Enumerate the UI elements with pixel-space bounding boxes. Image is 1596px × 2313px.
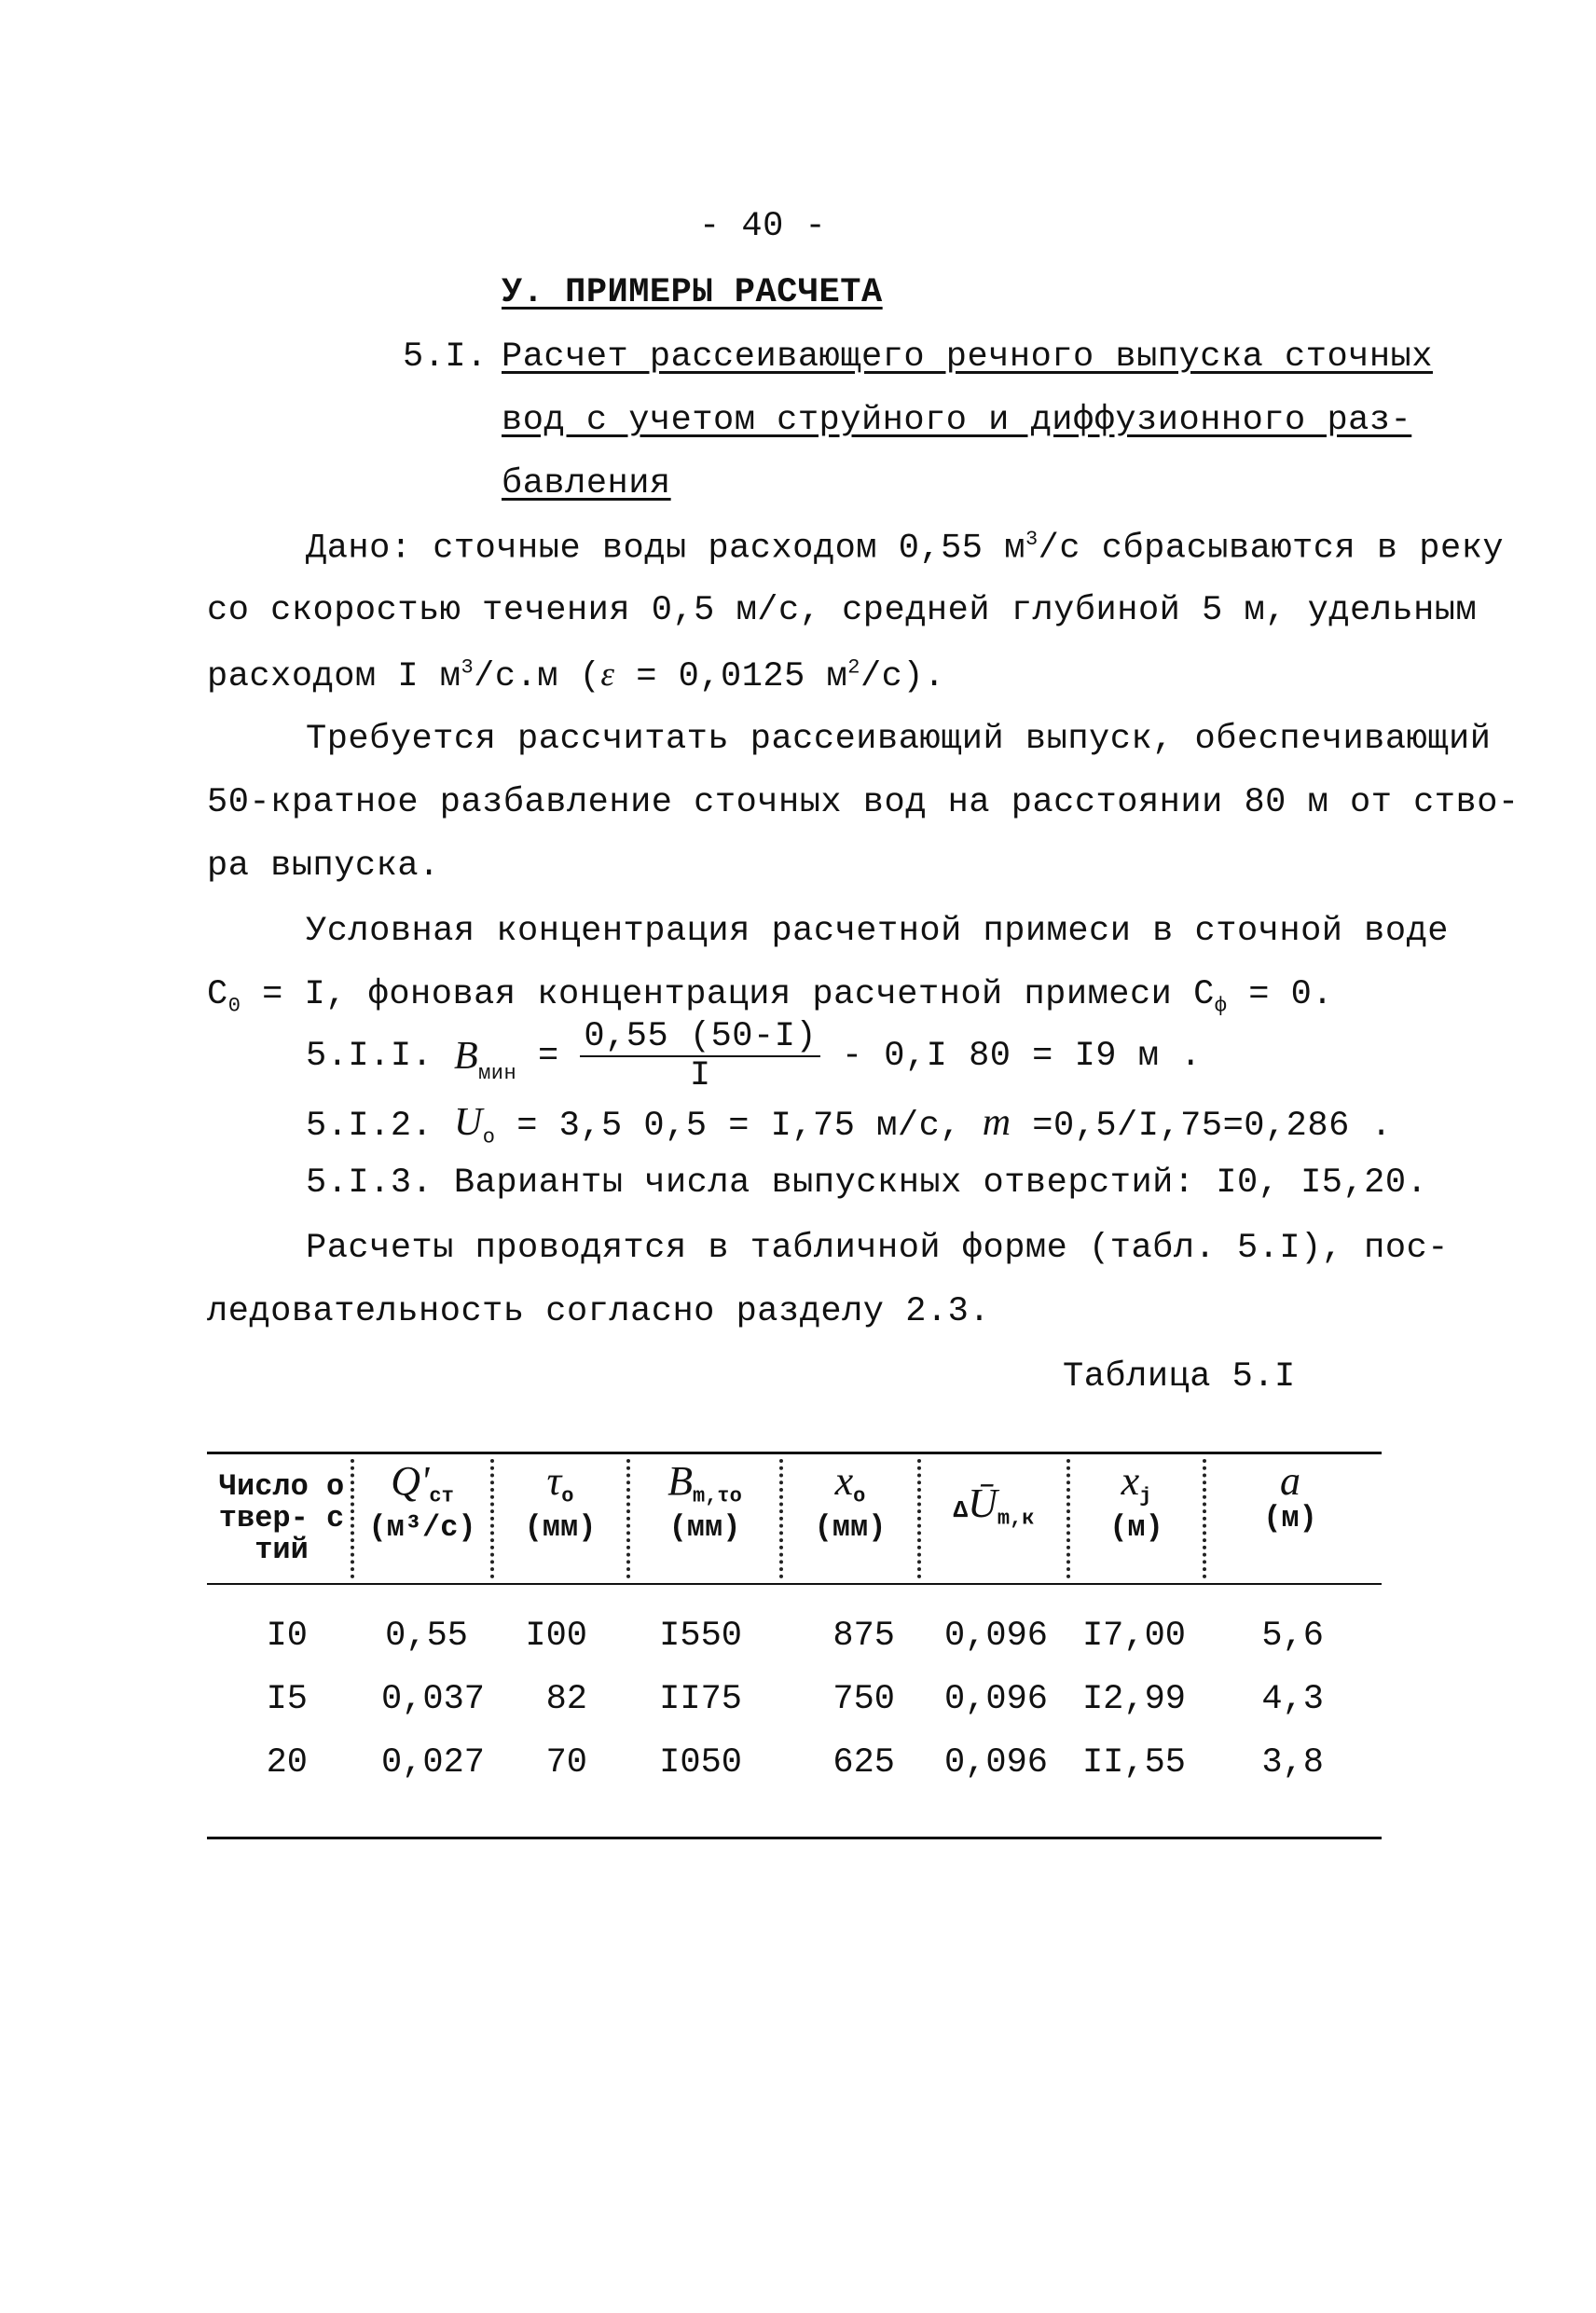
step-1-rest: - 0,I 80 = I9 м .: [841, 1037, 1202, 1076]
step-1-eq: =: [537, 1037, 559, 1076]
header-a-unit: (м): [1263, 1501, 1317, 1535]
given-sup-3: 3: [461, 655, 475, 680]
table-caption: Таблица 5.I: [1063, 1357, 1296, 1397]
header-x0-sub: o: [853, 1484, 866, 1508]
header-xj-sub: j: [1139, 1484, 1152, 1508]
header-b-sub: m,τo: [693, 1484, 742, 1508]
given-text-3c: = 0,0125 м: [614, 657, 848, 696]
conc-c0: С: [207, 975, 228, 1014]
table-top-rule: [207, 1452, 1382, 1454]
header-flow-sub: ст: [429, 1484, 454, 1508]
cell-a: 5,6: [1261, 1617, 1324, 1656]
cell-du: 0,096: [943, 1743, 1048, 1783]
cell-tau: 70: [545, 1743, 587, 1783]
step-1-fraction: [580, 1018, 820, 1095]
calc-note-line-1: Расчеты проводятся в табличной форме (табл. 5.I), пос-: [306, 1229, 1449, 1268]
epsilon-symbol: ε: [600, 655, 615, 694]
fraction-denominator: I: [689, 1056, 711, 1095]
section-number: 5.I.: [403, 337, 488, 377]
header-b-unit: (мм): [668, 1510, 741, 1546]
b-min-symbol: B: [453, 1035, 479, 1078]
given-text-3b: /с.м (: [474, 657, 601, 696]
requirement-line-1: Требуется рассчитать рассеивающий выпуск, обеспечивающий: [306, 720, 1492, 759]
given-text-1b: /с сбрасываются в реку: [1038, 529, 1505, 569]
requirement-line-2: 50-кратное разбавление сточных вод на расстоянии 80 м от ство-: [207, 783, 1520, 822]
section-title-line-2: вод с учетом струйного и диффузионного раз-: [502, 401, 1412, 440]
concentration-line-2: [207, 975, 1333, 1017]
header-x0: [783, 1458, 917, 1546]
header-tau-sub: o: [561, 1484, 574, 1508]
header-du: [921, 1480, 1066, 1535]
cell-flow: 0,55: [385, 1617, 468, 1656]
given-text-3d: /с).: [860, 657, 945, 696]
header-flow-symbol: Q': [391, 1458, 430, 1504]
cell-x0: 750: [832, 1680, 895, 1719]
cell-x0: 625: [832, 1743, 895, 1783]
step-2-eq: = 3,5 0,5 = I,75 м/с,: [495, 1107, 983, 1146]
cell-tau: I00: [525, 1617, 587, 1656]
header-a: [1206, 1458, 1374, 1535]
page-number: - 40 -: [699, 207, 827, 246]
step-5-1-1: [306, 1018, 1202, 1095]
header-a-symbol: a: [1280, 1458, 1300, 1504]
step-2-rest: =0,5/I,75=0,286 .: [1011, 1107, 1393, 1146]
table-header-rule: [207, 1583, 1382, 1585]
cell-du: 0,096: [943, 1617, 1048, 1656]
m-symbol: m: [982, 1101, 1011, 1144]
header-tau-symbol: τ: [546, 1458, 562, 1504]
step-5-1-2: [306, 1100, 1392, 1149]
section-title-line-1: Расчет рассеивающего речного выпуска сточных: [502, 337, 1433, 377]
table-bottom-rule: [207, 1837, 1382, 1839]
given-line-3: [207, 654, 945, 696]
header-flow: [354, 1458, 490, 1546]
header-x0-symbol: x: [834, 1458, 854, 1504]
cell-a: 4,3: [1261, 1680, 1324, 1719]
conc-text-b: = I, фоновая концентрация расчетной примеси С: [241, 975, 1215, 1014]
header-xj-symbol: x: [1121, 1458, 1140, 1504]
header-holes: Число отвер- стий: [218, 1469, 345, 1567]
cell-x0: 875: [832, 1617, 895, 1656]
given-line-1: [306, 528, 1504, 568]
header-xj: [1070, 1458, 1203, 1546]
chapter-title: [502, 273, 883, 312]
cell-flow: 0,037: [380, 1680, 485, 1719]
header-b-symbol: B: [667, 1458, 694, 1504]
cell-xj: I2,99: [1081, 1680, 1186, 1719]
step-2-number: 5.I.2.: [306, 1107, 433, 1146]
cell-holes: 20: [266, 1743, 308, 1783]
conc-sub-f: ф: [1214, 994, 1228, 1018]
step-5-1-3: 5.I.3. Варианты числа выпускных отверстий: I0, I5,20.: [306, 1163, 1428, 1203]
fraction-numerator: 0,55 (50-I): [580, 1018, 820, 1057]
chapter-title-text: У. ПРИМЕРЫ РАСЧЕТА: [502, 273, 883, 312]
requirement-line-3: ра выпуска.: [207, 847, 440, 886]
u-zero-sub: o: [482, 1125, 496, 1150]
cell-du: 0,096: [943, 1680, 1048, 1719]
concentration-line-1: Условная концентрация расчетной примеси в сточной воде: [306, 912, 1449, 951]
given-text-1a: Дано: сточные воды расходом 0,55 м: [306, 529, 1025, 569]
given-sup-3b: 2: [847, 655, 860, 680]
cell-a: 3,8: [1261, 1743, 1324, 1783]
given-line-2: со скоростью течения 0,5 м/с, средней глубиной 5 м, удельным: [207, 591, 1478, 630]
header-du-symbol: Ū: [968, 1480, 998, 1526]
header-du-sub: m,к: [997, 1507, 1035, 1531]
section-title-line-3: бавления: [502, 464, 671, 503]
conc-sub-0: 0: [227, 994, 241, 1018]
cell-holes: I5: [266, 1680, 308, 1719]
step-1-number: 5.I.I.: [306, 1037, 433, 1076]
header-flow-unit: (м³/с): [368, 1510, 476, 1546]
cell-b: I550: [659, 1617, 742, 1656]
given-text-3a: расходом I м: [207, 657, 461, 696]
header-tau-unit: (мм): [524, 1510, 597, 1546]
header-b: [630, 1458, 779, 1546]
header-x0-unit: (мм): [814, 1510, 887, 1546]
cell-b: II75: [659, 1680, 742, 1719]
header-tau: [494, 1458, 626, 1546]
conc-text-c: = 0.: [1227, 975, 1334, 1014]
header-du-delta: Δ: [953, 1496, 969, 1524]
cell-b: I050: [659, 1743, 742, 1783]
cell-xj: II,55: [1081, 1743, 1186, 1783]
cell-xj: I7,00: [1081, 1617, 1186, 1656]
b-min-sub: мин: [478, 1061, 517, 1085]
cell-holes: I0: [266, 1617, 308, 1656]
u-zero-symbol: U: [453, 1101, 483, 1144]
cell-tau: 82: [545, 1680, 587, 1719]
calc-note-line-2: ледовательность согласно разделу 2.3.: [207, 1292, 991, 1331]
header-xj-unit: (м): [1109, 1510, 1163, 1546]
cell-flow: 0,027: [380, 1743, 485, 1783]
given-sup-1: 3: [1025, 528, 1039, 551]
